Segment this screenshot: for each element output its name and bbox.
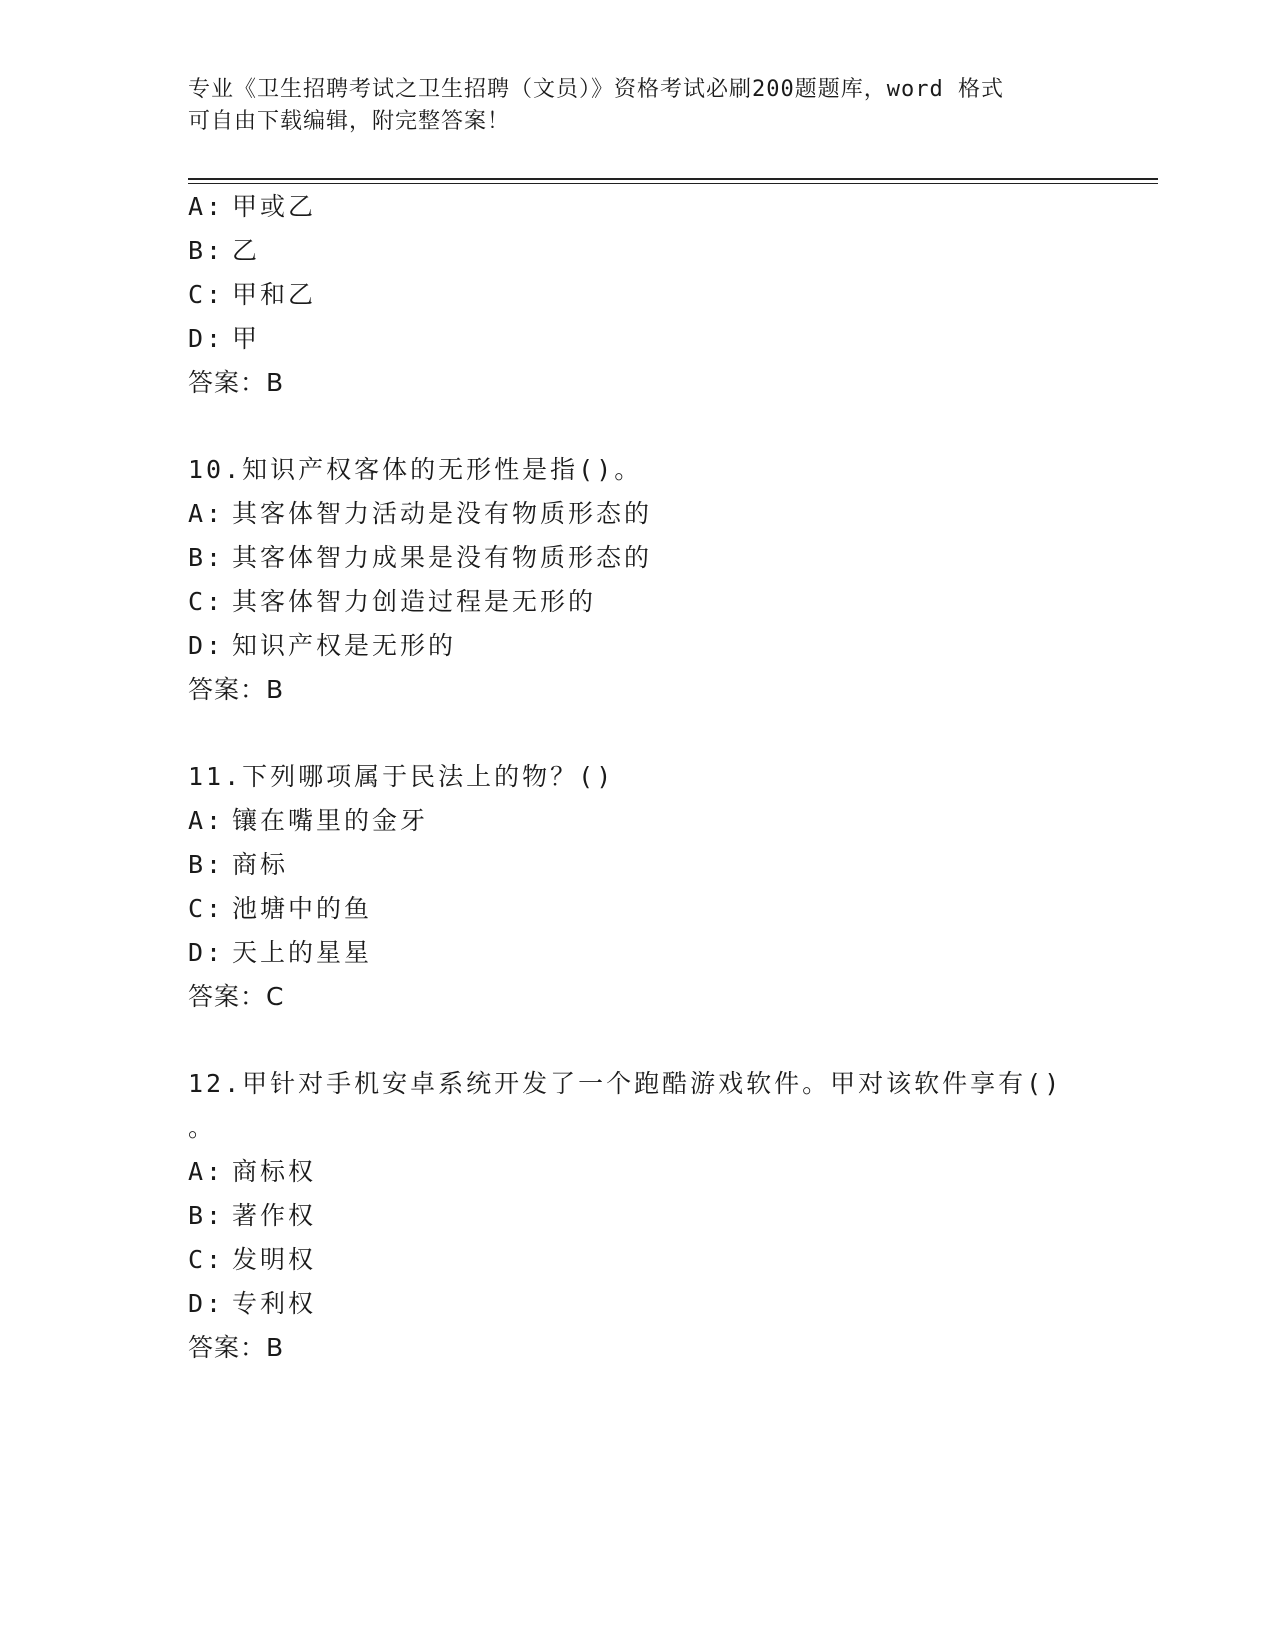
option-key: D: <box>188 938 225 967</box>
q10-question: 10.知识产权客体的无形性是指()。 <box>188 455 643 484</box>
q11-question: 11.下列哪项属于民法上的物？() <box>188 762 615 791</box>
q12-question: 12.甲针对手机安卓系统开发了一个跑酷游戏软件。甲对该软件享有() <box>188 1069 1063 1098</box>
header-line-1: 专业《卫生招聘考试之卫生招聘（文员）》资格考试必刷200题题库，word 格式 <box>188 77 1004 102</box>
q10-option-b <box>188 543 652 573</box>
option-key: B: <box>188 850 225 879</box>
option-text: 其客体智力活动是没有物质形态的 <box>232 499 653 528</box>
q9-option-d <box>188 324 260 354</box>
header-line-2: 可自由下载编辑，附完整答案！ <box>188 109 511 134</box>
option-text: 池塘中的鱼 <box>232 894 373 923</box>
option-key: D: <box>188 1289 225 1318</box>
q9-option-a <box>188 192 316 222</box>
option-key: A: <box>188 1157 225 1186</box>
option-key: D: <box>188 324 225 353</box>
q11-answer: 答案：C <box>188 982 285 1011</box>
q9-option-c <box>188 280 316 310</box>
option-key: B: <box>188 543 225 572</box>
q12-option-d <box>188 1289 316 1319</box>
q11-option-d <box>188 938 372 968</box>
q10-option-a <box>188 499 652 529</box>
option-text: 甲或乙 <box>232 192 317 221</box>
option-key: A: <box>188 499 225 528</box>
document-header <box>188 74 1088 138</box>
option-key: A: <box>188 806 225 835</box>
option-text: 商标 <box>232 850 289 879</box>
option-key: C: <box>188 587 225 616</box>
option-text: 甲和乙 <box>232 280 317 309</box>
q12-question-continuation: 。 <box>188 1113 217 1142</box>
q10-option-c <box>188 587 596 617</box>
header-divider-thick <box>188 178 1158 180</box>
q9-option-b <box>188 236 260 266</box>
q10-option-d <box>188 631 456 661</box>
option-key: A: <box>188 192 225 221</box>
q11-option-a <box>188 806 428 836</box>
option-text: 著作权 <box>232 1201 317 1230</box>
option-key: C: <box>188 280 225 309</box>
option-text: 镶在嘴里的金牙 <box>232 806 429 835</box>
option-key: C: <box>188 894 225 923</box>
option-text: 其客体智力创造过程是无形的 <box>232 587 597 616</box>
option-key: C: <box>188 1245 225 1274</box>
option-key: B: <box>188 236 225 265</box>
option-text: 甲 <box>232 324 261 353</box>
option-text: 商标权 <box>232 1157 317 1186</box>
option-text: 发明权 <box>232 1245 317 1274</box>
q12-option-a <box>188 1157 316 1187</box>
option-key: D: <box>188 631 225 660</box>
q12-option-b <box>188 1201 316 1231</box>
q10-answer: 答案：B <box>188 675 285 704</box>
header-divider-thin <box>188 183 1158 184</box>
option-text: 知识产权是无形的 <box>232 631 457 660</box>
option-text: 乙 <box>232 236 261 265</box>
q9-answer: 答案：B <box>188 368 285 397</box>
q11-option-c <box>188 894 372 924</box>
option-text: 专利权 <box>232 1289 317 1318</box>
option-text: 天上的星星 <box>232 938 373 967</box>
q11-option-b <box>188 850 288 880</box>
q12-answer: 答案：B <box>188 1333 285 1362</box>
option-key: B: <box>188 1201 225 1230</box>
q12-option-c <box>188 1245 316 1275</box>
option-text: 其客体智力成果是没有物质形态的 <box>232 543 653 572</box>
